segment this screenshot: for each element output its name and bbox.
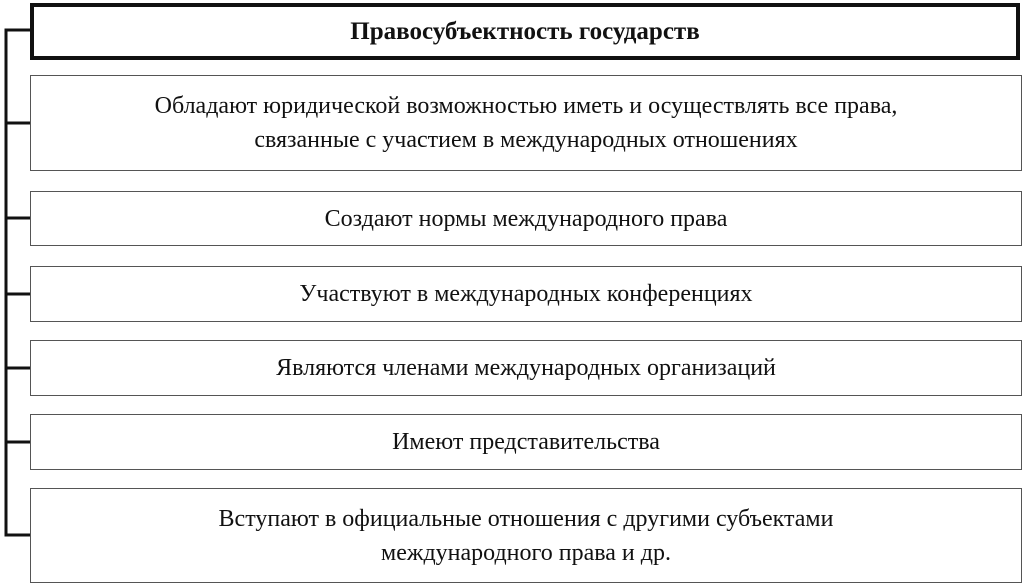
item-line: международного права и др. [381,539,671,566]
item-box-create-norms [30,191,1022,246]
diagram-title-box [30,3,1020,60]
item-line: Обладают юридической возможностью иметь и осуществлять все права, [154,93,898,119]
item-line: Являются членами международных организаций [276,355,776,381]
item-box-organizations [30,340,1022,396]
item-line: Имеют представительства [392,429,660,455]
item-line: связанные с участием в международных отношениях [254,127,798,153]
item-box-representations [30,414,1022,470]
item-line: Создают нормы международного права [324,205,728,232]
item-text [155,89,898,157]
item-text [219,502,834,570]
item-box-official-relations [30,488,1022,583]
item-box-legal-capacity [30,75,1022,171]
item-line: Вступают в официальные отношения с другими субъектами [218,505,834,532]
item-line: Участвуют в международных конференциях [299,281,753,307]
item-box-conferences [30,266,1022,322]
diagram-title: Правосубъектность государств [350,17,700,45]
